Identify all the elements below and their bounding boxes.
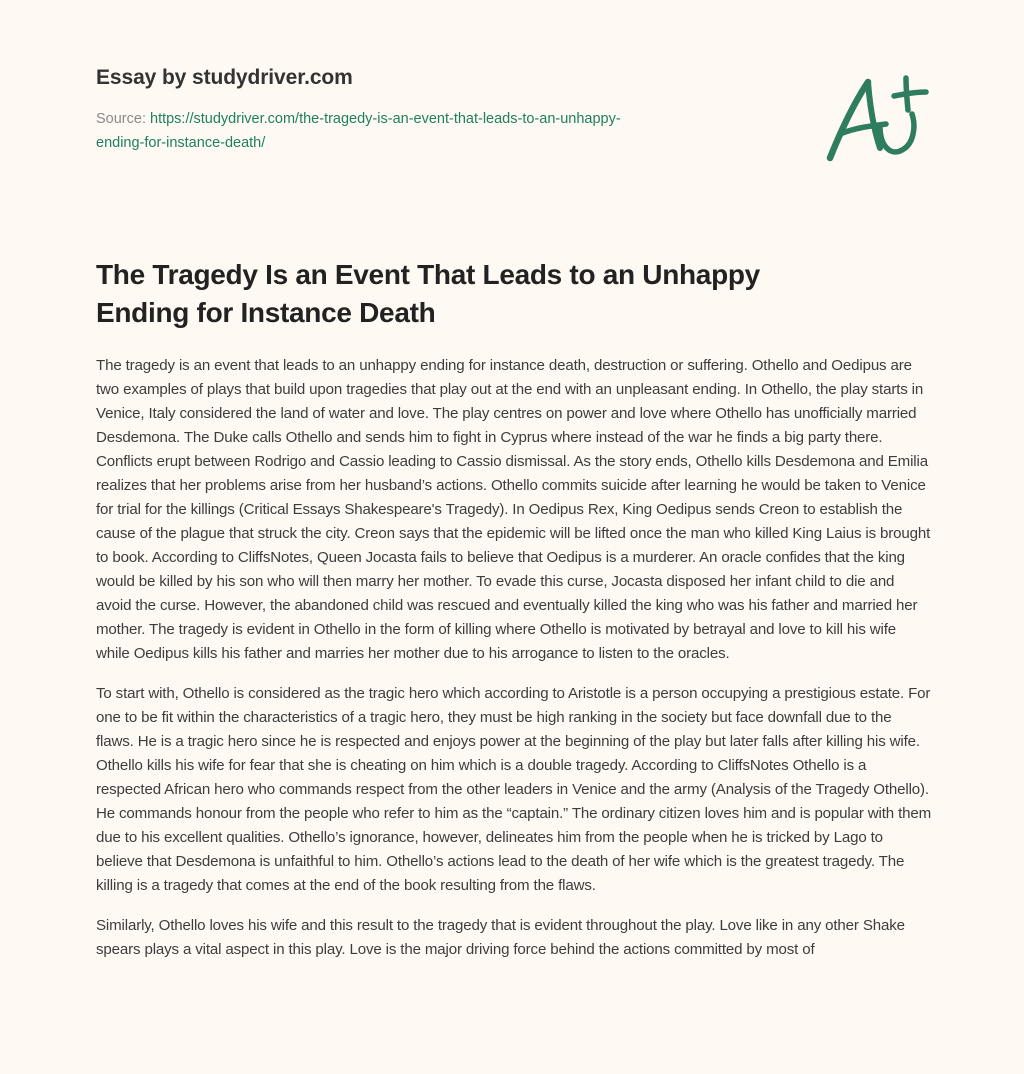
article-title-line-2: Ending for Instance Death [96,297,436,328]
source-line [96,107,736,155]
page-header [96,64,736,155]
site-title: Essay by studydriver.com [96,66,353,89]
source-link-part-2: ending-for-instance-death/ [96,135,266,151]
source-label: Source: [96,111,150,127]
source-link-part-1: https://studydriver.com/the-tragedy-is-an-event-that-leads-to-an-unhappy- [150,111,621,127]
source-link[interactable] [96,111,621,151]
article-body [96,354,932,978]
a-plus-grade-icon [818,68,934,168]
paragraph-1: The tragedy is an event that leads to an unhappy ending for instance death, destruction or suffering. Othello and Oedipus are two examples of plays that build upon tragedies that play out at the end with an unpleasant ending. In Othello, the play starts in Venice, Italy considered the land of water and love. The play centres on power and love where Othello has unofficially married Desdemona. The Duke calls Othello and sends him to fight in Cyprus where instead of the war he finds a big party there. Conflicts erupt between Rodrigo and Cassio leading to Cassio dismissal. As the story ends, Othello kills Desdemona and Emilia realizes that her problems arise from her husband’s actions. Othello commits suicide after learning he would be taken to Venice for trial for the killings (Critical Essays Shakespeare's Tragedy). In Oedipus Rex, King Oedipus sends Creon to establish the cause of the plague that struck the city. Creon says that the epidemic will be lifted once the man who killed King Laius is brought to book. According to CliffsNotes, Queen Jocasta fails to believe that Oedipus is a murderer. An oracle confides that the king would be killed by his son who will then marry her mother. To evade this curse, Jocasta disposed her infant child to die and avoid the curse. However, the abandoned child was rescued and eventually killed the king who was his father and married her mother. The tragedy is evident in Othello in the form of killing where Othello is motivated by betrayal and love to kill his wife while Oedipus kills his father and marries her mother due to his arrogance to listen to the oracles. [96,357,931,662]
paragraph-3: Similarly, Othello loves his wife and this result to the tragedy that is evident throughout the play. Love like in any other Shake spears plays a vital aspect in this play. Love is the major driving force behind the actions committed by most of [96,917,905,958]
paragraph-2: To start with, Othello is considered as the tragic hero which according to Aristotle is a person occupying a prestigious estate. For one to be fit within the characteristics of a tragic hero, they must be high ranking in the society but face downfall due to the flaws. He is a tragic hero since he is respected and enjoys power at the beginning of the play but later falls after killing his wife. Othello kills his wife for fear that she is cheating on him which is a double tragedy. According to CliffsNotes Othello is a respected African hero who commands respect from the other leaders in Venice and the army (Analysis of the Tragedy Othello). He commands honour from the people who refer to him as the “captain.” The ordinary citizen loves him and is popular with them due to his excellent qualities. Othello’s ignorance, however, delineates him from the people when he is tricked by Lago to believe that Desdemona is unfaithful to him. Othello’s actions lead to the death of her wife which is the greatest tragedy. The killing is a tragedy that comes at the end of the book resulting from the flaws. [96,685,932,894]
article-title [96,256,876,332]
article-title-line-1: The Tragedy Is an Event That Leads to an Unhappy [96,259,760,290]
